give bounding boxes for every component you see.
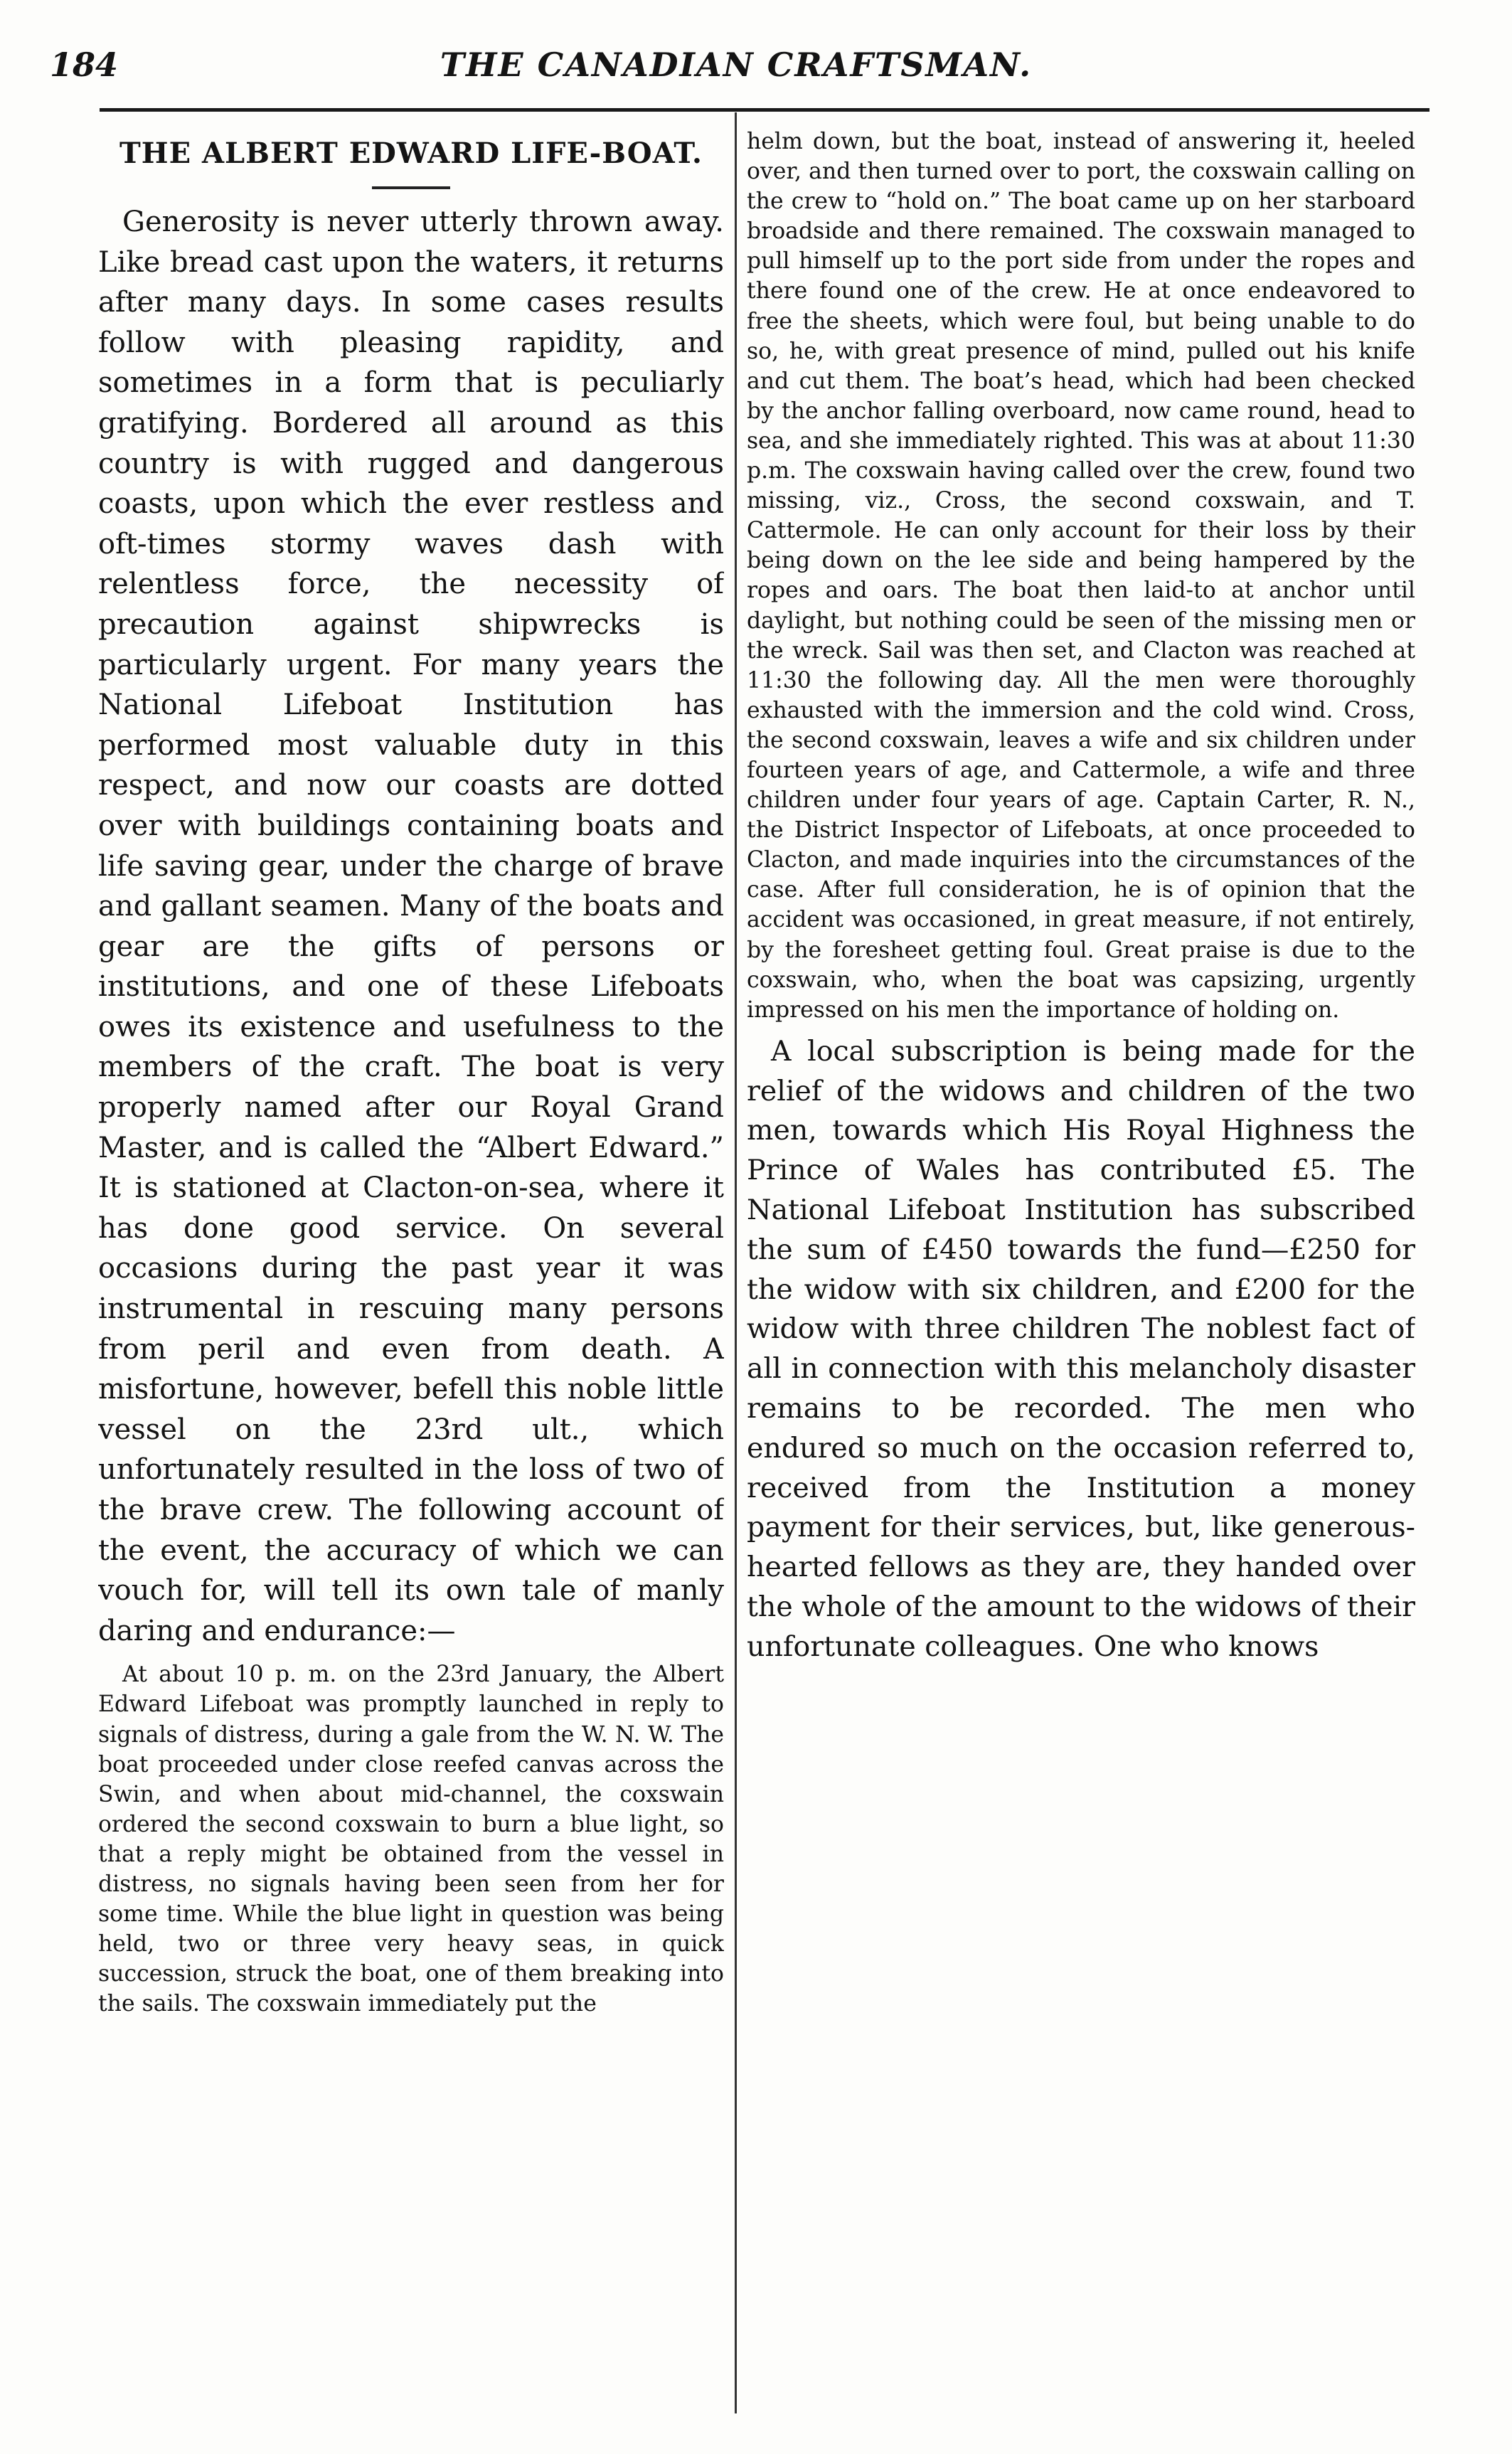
heading-rule (372, 186, 450, 189)
running-title: THE CANADIAN CRAFTSMAN. (440, 46, 1033, 84)
page-number: 184 (50, 46, 119, 84)
left-column (98, 127, 724, 2413)
article-heading: THE ALBERT EDWARD LIFE-BOAT. (119, 137, 703, 170)
right-column (747, 127, 1415, 2413)
column-divider (735, 112, 737, 2413)
article-paragraph-1: Generosity is never utterly thrown away. Like bread cast upon the waters, it returns after many days. In some cases results follow with pleasing rapidity, and sometimes in a form that is peculiarly gratifying. Bordered all around as this country is with rugged and dangerous coasts, upon which the ever restless and oft-times stormy waves dash with relentless force, the necessity of precaution against shipwrecks is particularly urgent. For many years the National Lifeboat Institution has performed most valuable duty in this respect, and now our coasts are dotted over with buildings containing boats and life saving gear, under the charge of brave and gallant seamen. Many of the boats and gear are the gifts of persons or institutions, and one of these Lifeboats owes its existence and usefulness to the members of the craft. The boat is very properly named after our Royal Grand Master, and is called the “Albert Edward.” It is stationed at Clacton-on-sea, where it has done good service. On several occasions during the past year it was instrumental in rescuing many persons from peril and even from death. A misfortune, however, befell this noble little vessel on the 23rd ult., which unfortunately resulted in the loss of two of the brave crew. The following account of the event, the accuracy of which we can vouch for, will tell its own tale of manly daring and endurance:— (98, 206, 724, 1647)
quoted-account-left: At about 10 p. m. on the 23rd January, the Albert Edward Lifeboat was promptly launched in reply to signals of distress, during a gale from the W. N. W. The boat proceeded under close reefed canvas across the Swin, and when about mid-channel, the coxswain ordered the second coxswain to burn a blue light, so that a reply might be obtained from the vessel in distress, no signals having been seen from her for some time. While the blue light in question was being held, two or three very heavy seas, in quick succession, struck the boat, one of them breaking into the sails. The coxswain immediately put the (98, 1662, 724, 2017)
article-paragraph-final: A local subscription is being made for the relief of the widows and children of the two men, towards which His Royal Highness the Prince of Wales has contributed £5. The National Lifeboat Institution has subscribed the sum of £450 towards the fund—£250 for the widow with six children, and £200 for the widow with three children The noblest fact of all in connection with this melancholy disaster remains to be recorded. The men who endured so much on the occasion referred to, received from the Institution a money payment for their services, but, like generous-hearted fellows as they are, they handed over the whole of the amount to the widows of their unfortunate colleagues. One who knows (747, 1034, 1415, 1663)
quoted-account-right: helm down, but the boat, instead of answering it, heeled over, and then turned over to port, the coxswain calling on the crew to “hold on.” The boat came up on her starboard broadside and there remained. The coxswain managed to pull himself up to the port side from under the ropes and there found one of the crew. He at once endeavored to free the sheets, which were foul, but being unable to do so, he, with great presence of mind, pulled out his knife and cut them. The boat’s head, which had been checked by the anchor falling overboard, now came round, head to sea, and she immediately righted. This was at about 11:30 p.m. The coxswain having called over the crew, found two missing, viz., Cross, the second coxswain, and T. Cattermole. He can only account for their loss by their being down on the lee side and being hampered by the ropes and oars. The boat then laid-to at anchor until daylight, but nothing could be seen of the missing men or the wreck. Sail was then set, and Clacton was reached at 11:30 the following day. All the men were thoroughly exhausted with the immersion and the cold wind. Cross, the second coxswain, leaves a wife and six children under fourteen years of age, and Cattermole, a wife and three children under four years of age. Captain Carter, R. N., the District Inspector of Lifeboats, at once proceeded to Clacton, and made inquiries into the circumstances of the case. After full consideration, he is of opinion that the accident was occasioned, in great measure, if not entirely, by the foresheet getting foul. Great praise is due to the coxswain, who, when the boat was capsizing, urgently impressed on his men the importance of holding on. (747, 129, 1415, 1023)
header-rule (100, 108, 1430, 112)
page-header (50, 46, 1422, 88)
